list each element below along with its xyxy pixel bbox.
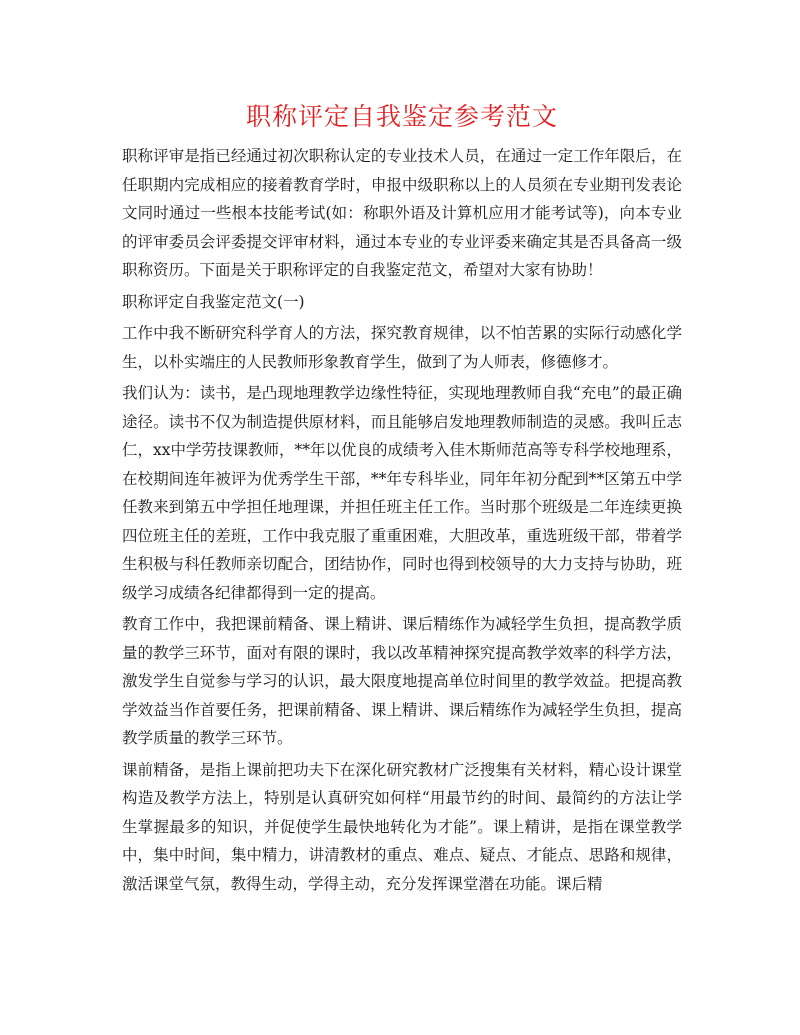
body-paragraph-1: 工作中我不断研究科学育人的方法，探究教育规律，以不怕苦累的实际行动感化学生，以朴实端庄的人民教师形象教育学生，做到了为人师表，修德修才。 xyxy=(122,324,682,371)
document-page xyxy=(122,100,682,901)
section-heading: 职称评定自我鉴定范文(一) xyxy=(122,292,305,311)
intro-paragraph: 职称评审是指已经通过初次职称认定的专业技术人员，在通过一定工作年限后，在任职期内完成相应的接着教育学时，申报中级职称以上的人员须在专业期刊发表论文同时通过一些根本技能考试(如：称职外语及计算机应用才能考试等)，向本专业的评审委员会评委提交评审材料，通过本专业的专业评委来确定其是否具备高一级职称资历。下面是关于职称评定的自我鉴定范文，希望对大家有协助！ xyxy=(122,147,682,279)
document-title: 职称评定自我鉴定参考范文 xyxy=(245,102,558,131)
body-paragraph-3: 教育工作中，我把课前精备、课上精讲、课后精练作为减轻学生负担，提高教学质量的教学三环节，面对有限的课时，我以改革精神探究提高教学效率的科学方法，激发学生自觉参与学习的认识，最大限度地提高单位时间里的教学效益。把提高教学效益当作首要任务，把课前精备、课上精讲、课后精练作为减轻学生负担，提高教学质量的教学三环节。 xyxy=(122,615,682,747)
body-paragraph-4: 课前精备，是指上课前把功夫下在深化研究教材广泛搜集有关材料，精心设计课堂构造及教学方法上，特别是认真研究如何样“用最节约的时间、最简约的方法让学生掌握最多的知识，并促使学生最快地转化为才能”。课上精讲，是指在课堂教学中，集中时间，集中精力，讲清教材的重点、难点、疑点、才能点、思路和规律，激活课堂气氛，教得生动，学得主动，充分发挥课堂潜在功能。课后精 xyxy=(122,760,682,893)
body-paragraph-2: 我们认为：读书，是凸现地理教学边缘性特征，实现地理教师自我“充电”的最正确途径。读书不仅为制造提供原材料，而且能够启发地理教师制造的灵感。我叫丘志仁，xx中学劳技课教师，**年以优良的成绩考入佳木斯师范高等专科学校地理系，在校期间连年被评为优秀学生干部，**年专科毕业，同年年初分配到**区第五中学任教来到第五中学担任地理课，并担任班主任工作。当时那个班级是二年连续更换四位班主任的差班，工作中我克服了重重困难，大胆改革，重选班级干部，带着学生积极与科任教师亲切配合，团结协作，同时也得到校领导的大力支持与协助，班级学习成绩各纪律都得到一定的提高。 xyxy=(122,384,682,602)
